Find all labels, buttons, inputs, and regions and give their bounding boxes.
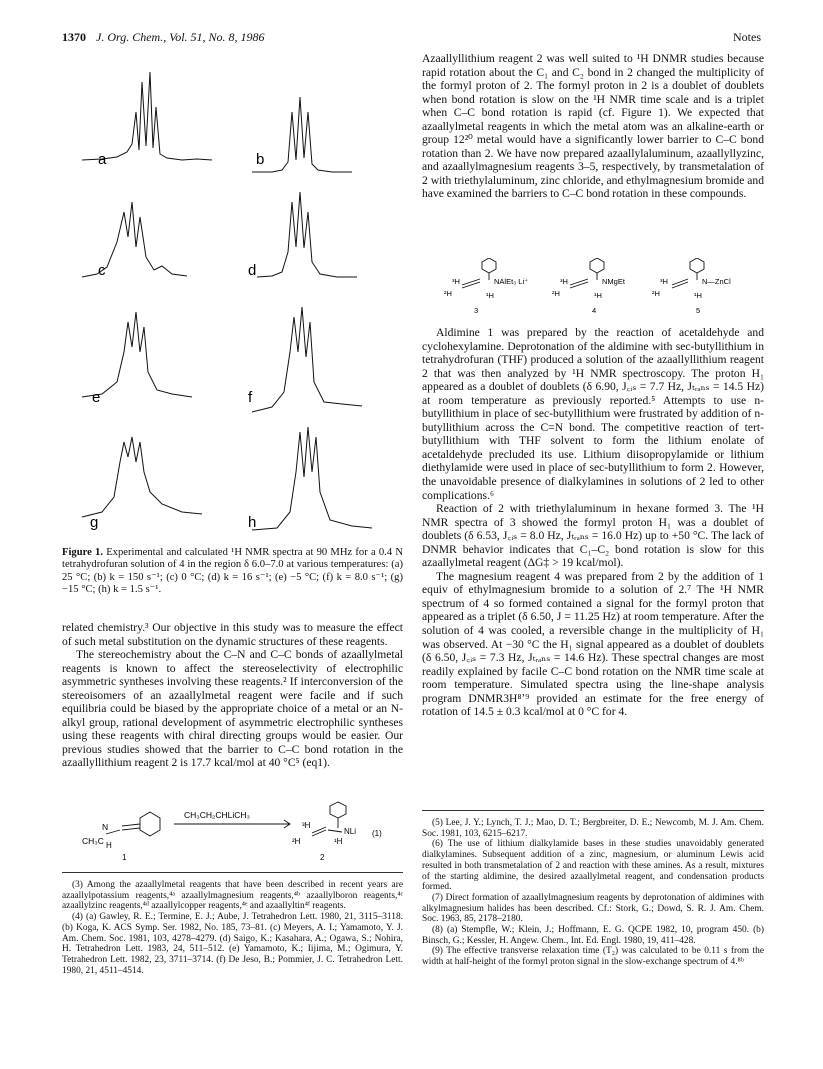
n-atom-label: N bbox=[102, 822, 109, 832]
paragraph: Aldimine 1 was prepared by the reaction of acetaldehyde and cyclohexylamine. Deprotonation of the aldimine with sec-butyllithium in tetrahydrofuran (THF) produced a solution of the azaallyllithium reagent 2 that was then analyzed by ¹H NMR spectroscopy. The proton H₁ appeared as a doublet of doublets (δ 6.90, J꜀ᵢₛ = 7.7 Hz, Jₜᵣₐₙₛ = 14.5 Hz) at room temperature as previously reported.⁵ Attempts to use n-butyllithium in place of sec-butyllithium were frustrated by addition of n-butyllithium across the C=N bond. The competitive reaction of tert-butyllithium with THF solvent to form the lithium enolate of acetaldehyde precluded its use. Lithium diisopropylamide or lithium diethylamide were used in place of sec-butyllithium to form 2. However, the unavoidable presence of dialkylamines in solutions of 2 led to other complications.⁶ bbox=[422, 326, 764, 502]
figure-caption bbox=[62, 547, 403, 596]
cyclohexyl-ring bbox=[590, 258, 604, 273]
h2-label: ²H bbox=[292, 837, 301, 846]
reactant-h-label: H bbox=[106, 841, 112, 850]
page-number: 1370 bbox=[62, 30, 86, 44]
panel-label-g: g bbox=[90, 514, 99, 531]
footnote: (9) The effective transverse relaxation time (T₂) was calculated to be 0.11 s from the width at half-height of the formyl proton signal in the slow-exchange spectrum of 4.⁸ᵇ bbox=[422, 946, 764, 968]
h3-label: ³H bbox=[560, 277, 568, 286]
metal-group-label: NAlEt₃ Li⁺ bbox=[494, 277, 529, 286]
spectrum-a bbox=[82, 72, 212, 160]
footnote: (4) (a) Gawley, R. E.; Termine, E. J.; Aube, J. Tetrahedron Lett. 1980, 21, 3115–3118. (b) Koga, K. ACS Symp. Ser. 1982, No. 185, 73–81. (c) Meyers, A. I.; Yamamoto, Y. J. Am. Chem. Soc. 1981, 103, 4278–4279. (d) Saigo, K.; Kasahara, A.; Ogawa, S.; Nohira, H. Tetrahedron Lett. 1983, 24, 511–512. (e) Yamamoto, K.; Iijima, M.; Ogimura, Y. Tetrahedron Lett. 1982, 23, 3711–3714. (f) De Jeso, B.; Pommier, J. C. Tetrahedron Lett. 1980, 21, 4511–4514. bbox=[62, 912, 403, 976]
paragraph: The magnesium reagent 4 was prepared from 2 by the addition of 1 equiv of ethylmagnesium bromide to a solution of 2.⁷ The ¹H NMR spectrum of 4 so formed contained a signal for the formyl proton that appeared as a triplet (δ 6.50, J = 11.25 Hz) at room temperature. After the solution of 4 was cooled, a reversible change in the multiplicity of H₁ was observed. At −30 °C the H₁ signal appeared as a doublet of doublets (δ 6.50, J꜀ᵢₛ = 7.3 Hz, Jₜᵣₐₙₛ = 14.6 Hz). These spectral changes are most readily explained by facile C–C bond rotation on the NMR time scale at room temperature. Simulated spectra using the line-shape analysis program DNMR3H⁸ʼ⁹ provided an estimate for the free energy of rotation of 14.5 ± 0.3 kcal/mol at 0 °C for 4. bbox=[422, 569, 764, 719]
equation-number: (1) bbox=[372, 829, 382, 838]
paragraph: related chemistry.³ Our objective in this study was to measure the effect of such metal substitution on the dynamic structures of these reagents. bbox=[62, 621, 403, 648]
h1-label: ¹H bbox=[694, 291, 702, 300]
compound-number: 3 bbox=[474, 306, 479, 315]
left-column-body bbox=[62, 621, 403, 770]
footnote: (3) Among the azaallylmetal reagents that have been described in recent years are azaallylpotassium reagents,⁴ᵃ azaallylmagnesium reagents,⁴ᵇ azaallylboron reagents,⁴ᶜ azaallylzinc reagents,⁴ᵈ azaallylcopper reagents,⁴ᵉ and azaallyltin⁴ᶠ reagents. bbox=[62, 880, 403, 912]
right-footnotes bbox=[422, 818, 764, 968]
spectrum-h bbox=[252, 427, 372, 530]
panel-label-a: a bbox=[98, 151, 107, 168]
panel-label-d: d bbox=[248, 262, 257, 279]
panel-label-e: e bbox=[92, 389, 101, 406]
footnote-rule bbox=[422, 810, 764, 811]
paragraph: Reaction of 2 with triethylaluminum in hexane formed 3. The ¹H NMR spectra of 3 showed the formyl proton H₁ was a doublet of doublets (δ 6.53, J꜀ᵢₛ = 8.0 Hz, Jₜᵣₐₙₛ = 16.0 Hz) up to +50 °C. The lack of DNMR behavior indicates that C₁–C₂ bond rotation is slow for this azaallylmetal reagent (ΔG‡ > 19 kcal/mol). bbox=[422, 502, 764, 570]
footnote-rule bbox=[62, 872, 403, 873]
figure-caption-label: Figure 1. bbox=[62, 547, 103, 558]
panel-label-c: c bbox=[98, 262, 106, 279]
right-column-top bbox=[422, 52, 764, 201]
h1-label: ¹H bbox=[594, 291, 602, 300]
spectrum-d bbox=[257, 192, 357, 277]
left-footnotes bbox=[62, 880, 403, 976]
compound-number: 5 bbox=[696, 306, 701, 315]
footnote: (6) The use of lithium dialkylamide bases in these studies unavoidably generated dialkylamines. Subsequent addition of a zinc, magnesium, or aluminum Lewis acid resulted in both transmetalation of 2 and reaction with these amines. As a result, mixtures of the starting aldimine, the desired azaallylmetal reagent, and condensation products formed. bbox=[422, 839, 764, 893]
compound-number: 1 bbox=[122, 853, 127, 862]
panel-label-h: h bbox=[248, 514, 257, 531]
h2-label: ²H bbox=[652, 289, 660, 298]
footnote: (5) Lee, J. Y.; Lynch, T. J.; Mao, D. T.; Bergbreiter, D. E.; Newcomb, M. J. Am. Chem. Soc. 1981, 103, 6215–6217. bbox=[422, 818, 764, 839]
figure-1-nmr-spectra bbox=[62, 52, 402, 540]
reactant-label: CH₃C bbox=[82, 836, 104, 846]
spectrum-b bbox=[252, 97, 352, 172]
cyclohexyl-ring bbox=[482, 258, 496, 273]
panel-label-b: b bbox=[256, 151, 265, 168]
paragraph: Azaallyllithium reagent 2 was well suited to ¹H DNMR studies because rapid rotation about the C₁ and C₂ bond in 2 changed the multiplicity of the formyl proton of 2. The formyl proton in 2 is a doublet of doublets when bond rotation is slow on the ¹H NMR time scale and is a triplet when C–C bond rotation is rapid (cf. Figure 1). We expected that azaallylmetal reagents in which the metal atom was an alkaline-earth or group 12²⁰ metal would have a significantly lower barrier to C–C bond rotation than 2. We have now prepared azaallylaluminum, azaallyllyzinc, and azaallylmagnesium reagents 3–5, respectively, by transmetalation of 2 with triethylaluminum, zinc chloride, and ethylmagnesium bromide and have examined the barriers to C–C bond rotation in these compounds. bbox=[422, 52, 764, 201]
compound-number: 2 bbox=[320, 853, 325, 862]
equation-1-scheme bbox=[62, 800, 403, 868]
cyclohexyl-ring bbox=[140, 812, 160, 836]
h3-label: ³H bbox=[452, 277, 460, 286]
structures-3-5 bbox=[422, 258, 764, 318]
cyclohexyl-ring bbox=[330, 802, 346, 818]
nli-label: NLi bbox=[344, 827, 357, 836]
spectrum-e bbox=[82, 312, 192, 397]
spectrum-f bbox=[252, 307, 362, 412]
journal-citation: J. Org. Chem., Vol. 51, No. 8, 1986 bbox=[96, 30, 265, 44]
figure-caption-text: Experimental and calculated ¹H NMR spectra at 90 MHz for a 0.4 N tetrahydrofuran solution of 4 in the region δ 6.0–7.0 at various temperatures: (a) 25 °C; (b) k = 150 s⁻¹; (c) 0 °C; (d) k = 16 s⁻¹; (e) −5 °C; (f) k = 8.0 s⁻¹; (g) −15 °C; (h) k = 1.5 s⁻¹. bbox=[62, 547, 403, 595]
h1-label: ¹H bbox=[334, 837, 343, 846]
spectrum-g bbox=[82, 437, 202, 517]
footnote: (7) Direct formation of azaallylmagnesium reagents by deprotonation of aldimines with alkylmagnesium halides has been described. Cf.: Stork, G.; Dowd, S. R. J. Am. Chem. Soc. 1963, 85, 2178–2180. bbox=[422, 892, 764, 925]
footnote: (8) (a) Stempfle, W.; Klein, J.; Hoffmann, E. G. QCPE 1982, 10, program 450. (b) Binsch, G.; Kessler, H. Angew. Chem., Int. Ed. Engl. 1980, 19, 411–428. bbox=[422, 925, 764, 946]
right-column-main bbox=[422, 326, 764, 719]
h2-label: ²H bbox=[444, 289, 452, 298]
panel-label-f: f bbox=[248, 389, 253, 406]
cyclohexyl-ring bbox=[690, 258, 704, 273]
paragraph: The stereochemistry about the C–N and C–C bonds of azaallylmetal reagents is known to affect the stereoselectivity of electrophilic asymmetric syntheses involving these reagents.² If interconversion of the stereoisomers of an azaallylmetal reagent were facile and if such equilibria could be biased by the appropriate choice of a metal or an N-alkyl group, rational development of asymmetric electrophilic syntheses using these reagents with chiral directing groups would be easier. Our previous studies showed that the barrier to C–C bond rotation in the azaallyllithium reagent 2 is 17.7 kcal/mol at 40 °C⁵ (eq1). bbox=[62, 648, 403, 770]
reagent-label: CH₃CH₂CHLiCH₃ bbox=[184, 810, 250, 820]
metal-group-label: NMgEt bbox=[602, 277, 625, 286]
h2-label: ²H bbox=[552, 289, 560, 298]
compound-number: 4 bbox=[592, 306, 597, 315]
h3-label: ³H bbox=[660, 277, 668, 286]
h3-label: ³H bbox=[302, 821, 311, 830]
metal-group-label: N—ZnCl bbox=[702, 277, 731, 286]
section-name: Notes bbox=[733, 30, 761, 44]
h1-label: ¹H bbox=[486, 291, 494, 300]
